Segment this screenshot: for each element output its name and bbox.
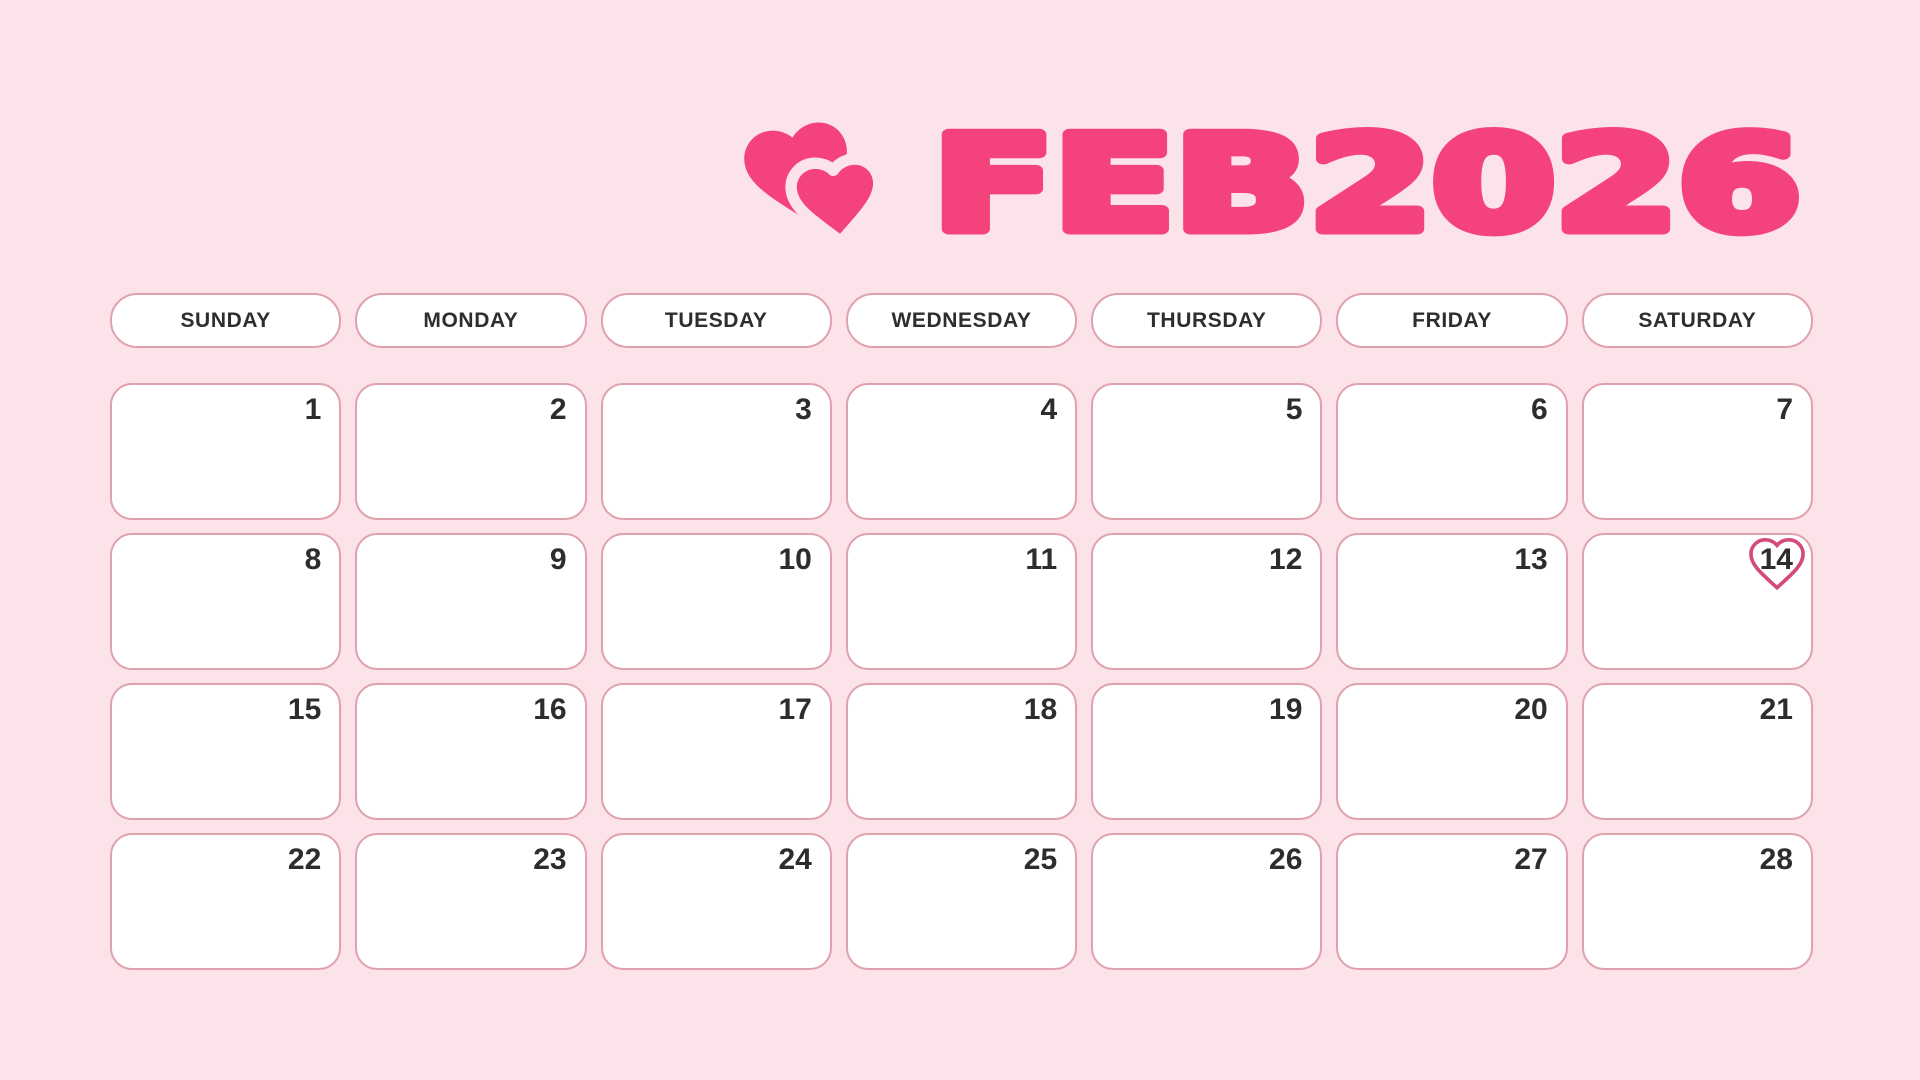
- date-cell-12: [1091, 533, 1322, 670]
- date-number: 18: [1023, 693, 1058, 726]
- title-bar: [110, 108, 1813, 260]
- date-number: 4: [1040, 393, 1058, 426]
- weekday-header-saturday: SATURDAY: [1582, 293, 1813, 348]
- date-cell-28: [1582, 833, 1813, 970]
- date-number: 27: [1514, 843, 1548, 876]
- date-number: 21: [1759, 693, 1793, 726]
- date-cell-16: [355, 683, 586, 820]
- date-cell-10: [601, 533, 832, 670]
- weekday-header-sunday: SUNDAY: [110, 293, 341, 348]
- date-number: 13: [1514, 543, 1548, 576]
- date-number: 26: [1269, 843, 1303, 876]
- month-title-text: FEB2026: [933, 108, 1801, 260]
- month-title: [927, 108, 1813, 260]
- date-number: 10: [778, 543, 812, 576]
- dates-grid: [110, 383, 1813, 970]
- date-number: 6: [1531, 393, 1548, 426]
- date-number: 16: [533, 693, 567, 726]
- date-number: 23: [533, 843, 567, 876]
- weekday-header-thursday: THURSDAY: [1091, 293, 1322, 348]
- date-number: 28: [1759, 843, 1793, 876]
- date-cell-11: [846, 533, 1077, 670]
- weekday-header-friday: FRIDAY: [1336, 293, 1567, 348]
- date-number: 1: [304, 393, 322, 426]
- weekday-header-tuesday: TUESDAY: [601, 293, 832, 348]
- date-cell-17: [601, 683, 832, 820]
- date-number: 22: [287, 843, 322, 876]
- date-cell-21: [1582, 683, 1813, 820]
- date-cell-18: [846, 683, 1077, 820]
- double-hearts-icon: [735, 110, 893, 258]
- weekday-header-wednesday: WEDNESDAY: [846, 293, 1077, 348]
- date-number: 14: [1759, 543, 1793, 576]
- date-cell-1: [110, 383, 341, 520]
- date-cell-15: [110, 683, 341, 820]
- date-number: 25: [1023, 843, 1058, 876]
- date-cell-5: [1091, 383, 1322, 520]
- date-cell-25: [846, 833, 1077, 970]
- date-cell-9: [355, 533, 586, 670]
- date-number: 2: [549, 393, 567, 426]
- date-cell-4: [846, 383, 1077, 520]
- date-cell-8: [110, 533, 341, 670]
- date-number: 11: [1025, 543, 1058, 576]
- date-cell-24: [601, 833, 832, 970]
- date-number: 17: [778, 693, 812, 726]
- date-number: 5: [1285, 393, 1303, 426]
- date-number: 3: [795, 393, 812, 426]
- weekday-header-monday: MONDAY: [355, 293, 586, 348]
- date-number: 9: [549, 543, 567, 576]
- date-cell-6: [1336, 383, 1567, 520]
- date-number: 7: [1776, 393, 1793, 426]
- date-number: 12: [1269, 543, 1303, 576]
- date-cell-27: [1336, 833, 1567, 970]
- date-cell-20: [1336, 683, 1567, 820]
- date-number: 24: [778, 843, 812, 876]
- date-number: 15: [287, 693, 322, 726]
- date-cell-13: [1336, 533, 1567, 670]
- date-number: 19: [1269, 693, 1303, 726]
- date-cell-3: [601, 383, 832, 520]
- date-cell-23: [355, 833, 586, 970]
- calendar-grid: [110, 293, 1813, 970]
- date-cell-19: [1091, 683, 1322, 820]
- date-cell-14-valentines: [1582, 533, 1813, 670]
- date-cell-7: [1582, 383, 1813, 520]
- weekday-header-row: [110, 293, 1813, 348]
- date-number: 8: [304, 543, 322, 576]
- date-cell-2: [355, 383, 586, 520]
- date-cell-26: [1091, 833, 1322, 970]
- date-cell-22: [110, 833, 341, 970]
- date-number: 20: [1514, 693, 1548, 726]
